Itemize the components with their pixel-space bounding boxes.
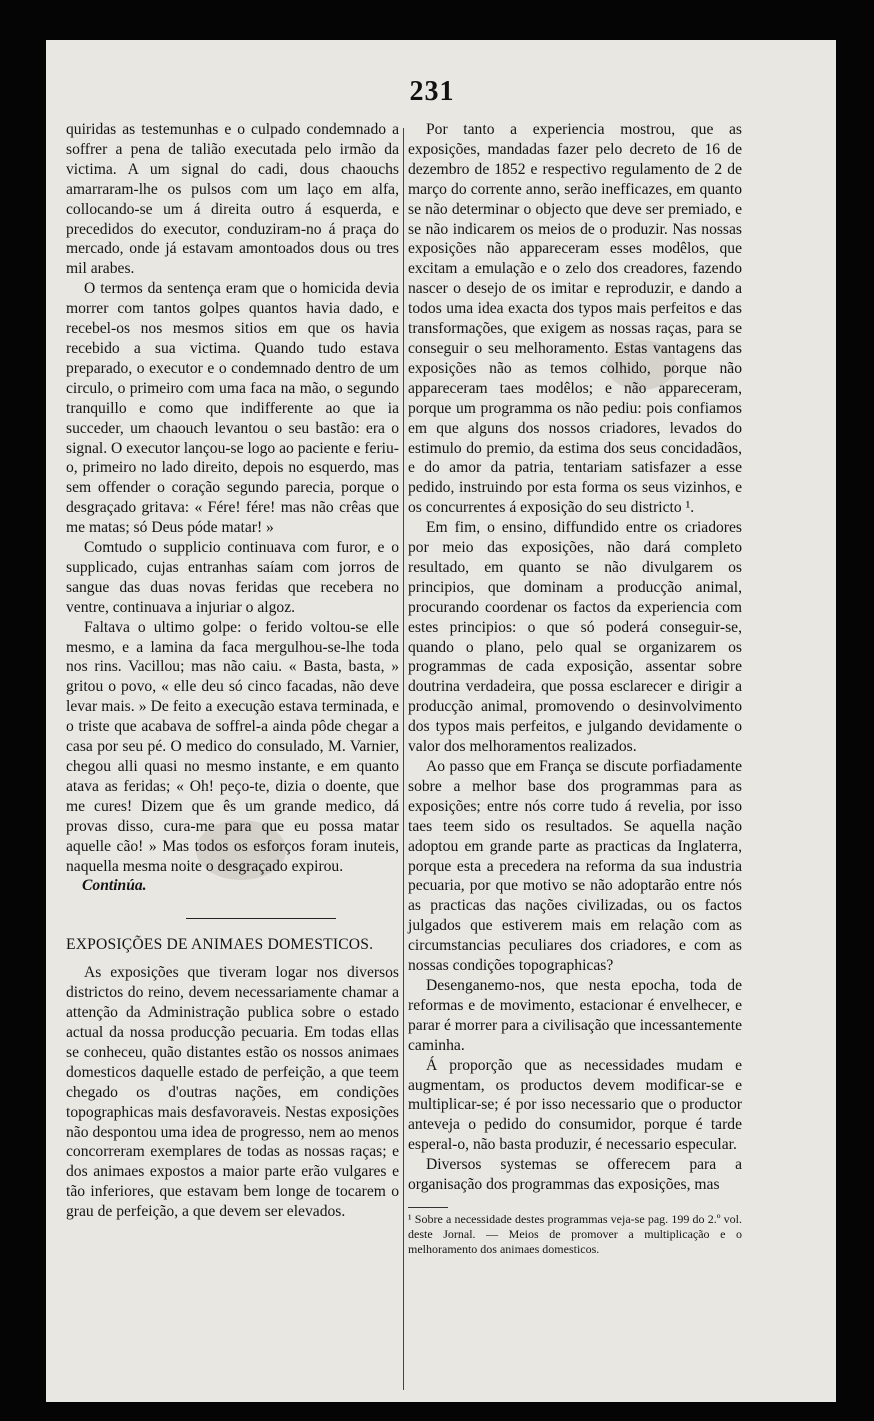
right-paragraph: Ao passo que em França se discute porfiadamente sobre a melhor base dos programmas para as exposições; entre nós corre tudo á revelia, por isso taes teem sido os resultados. Se aquella nação adoptou em grande parte as practicas da Inglaterra, porque esta a precedera na reforma da sua industria pecuaria, por que motivo se não adoptarão entre nós as practicas das nações civilizadas, ou os factos julgados que estiverem mais em relação com as circumstancias peculiares dos criadores, e com as nossas condições topographicas? (408, 758, 742, 975)
right-paragraph: Diversos systemas se offerecem para a organisação dos programmas das exposições, mas (408, 1156, 742, 1194)
footnote-rule (408, 1207, 448, 1208)
newspaper-page (46, 40, 836, 1402)
left-paragraph: Comtudo o supplicio continuava com furor, e o supplicado, cujas entranhas saíam com jorros de sangue das duas novas feridas que recebera no ventre, continuava a injuriar o algoz. (66, 539, 399, 616)
section-title: EXPOSIÇÕES DE ANIMAES DOMESTICOS. (66, 936, 374, 954)
right-column (408, 120, 742, 1257)
column-rule (403, 128, 404, 1390)
footnote: ¹ Sobre a necessidade destes programmas veja-se pag. 199 do 2.º vol. deste Jornal. — Meios de promover a multiplicação e o melhoramento dos animaes domesticos. (408, 1211, 742, 1256)
left-column (66, 120, 399, 1222)
right-paragraph: Desenganemo-nos, que nesta epocha, toda de reformas e de movimento, estacionar é envelhecer, e parar é morrer para a civilisação que incessantemente caminha. (408, 976, 742, 1054)
right-paragraph: Á proporção que as necessidades mudam e augmentam, os productos devem modificar-se e multiplicar-se; é por isso necessario que o productor anteveja o pedido do consumidor, porque é tarde esperal-o, não basta produzir, é necessario especular. (408, 1056, 742, 1154)
left-paragraph: O termos da sentença eram que o homicida devia morrer com tantos golpes quantos havia dado, e recebel-os nos mesmos sitios em que os havia recebido a sua victima. Quando tudo estava preparado, o executor e o condemnado dentro de um circulo, o primeiro com uma faca na mão, o segundo tranquillo e como que indifferente ao que ia succeder, um chaouch levantou o seu bastão: era o signal. O executor lançou-se logo ao paciente e feriu-o, primeiro no lado direito, depois no esquerdo, mas sem offender o coração segundo parecia, porque o desgraçado gritava: « Fére! fére! mas não crêas que me matas; só Deus póde matar! » (66, 280, 399, 537)
right-paragraph: Em fim, o ensino, diffundido entre os criadores por meio das exposições, não dará completo resultado, em quanto se não divulgarem os principios, que dominam a producção animal, procurando coordenar os factos da experiencia com estes principios: o que só poderá conseguir-se, quando o plano, pelo qual se organizarem os programmas de cada exposição, assentar sobre doutrina verdadeira, que possa esclarecer e dirigir a producção animal, promovendo o desinvolvimento dos typos mais perfeitos, e julgando devidamente o valor dos melhoramentos realizados. (408, 519, 742, 756)
left-paragraph: Faltava o ultimo golpe: o ferido voltou-se elle mesmo, e a lamina da faca mergulhou-se-lhe toda nos rins. Vacillou; mas não caiu. « Basta, basta, » gritou o povo, « elle deu só cinco facadas, não deve levar mais. » De feito a execução estava terminada, e o triste que acabava de soffrel-a ainda pôde chegar a casa por seu pé. O medico do consulado, M. Varnier, chegou alli quasi no mesmo instante, e em quanto atava as feridas; « Oh! peço-te, dizia o doente, que me cures! Dizem que ês um grande medico, dá provas disso, cura-me para que eu possa matar aquelle cão! » Mas todos os esforços foram inuteis, naquella mesma noite o desgraçado expirou. (66, 618, 399, 875)
left-paragraph: quiridas as testemunhas e o culpado condemnado a soffrer a pena de talião executada pelo irmão da victima. A um signal do cadi, dous chaouchs amarraram-lhe os pulsos com um laço em alfa, collocando-se um á direita outro á esquerda, e precedidos do executor, conduziram-no á praça do mercado, onde já estavam amontoados dous ou tres mil arabes. (66, 121, 399, 278)
page-number: 231 (409, 76, 455, 107)
section-paragraph: As exposições que tiveram logar nos diversos districtos do reino, devem necessariamente chamar a attenção da Administração publica sobre o estado actual da nossa producção pecuaria. Em todas ellas se conheceu, quão distantes estão os nossos animaes domesticos daquelle estado de perfeição, a que teem chegado os d'outras nações, em condições topographicas mais desfavoraveis. Nestas exposições não despontou uma idea de progresso, nem ao menos concorreram exemplares de todas as nossas raças; e dos animaes expostos a maior parte erão vulgares e tão inferiores, que estavam bem longe de tocarem o grau de perfeição, a que devem ser elevados. (66, 964, 399, 1221)
section-divider (186, 918, 336, 919)
right-paragraph: Por tanto a experiencia mostrou, que as exposições, mandadas fazer pelo decreto de 16 de dezembro de 1852 e respectivo regulamento de 2 de março do corrente anno, serão inefficazes, em quanto se não determinar o objecto que deve ser premiado, e se não indicarem os meios de o produzir. Nas nossas exposições não appareceram esses modêlos, que excitam a emulação e o zelo dos creadores, fazendo nascer o desejo de os imitar e reproduzir, e dando a todos uma idea exacta dos typos mais perfeitos e das transformações, que exigem as nossas raças, para se conseguir o seu melhoramento. Estas vantagens das exposições não as temos colhido, porque não appareceram taes modêlos; e não appareceram, porque um programma os não pediu: pois confiamos em que alguns dos nossos criadores, levados do estimulo do premio, da estima dos seus concidadãos, e do amor da patria, tentariam satisfazer a esse pedido, instruindo por esta forma os seus vizinhos, e os concurrentes á exposição do seu districto ¹. (408, 121, 742, 517)
continua-note: Continúa. (82, 877, 147, 895)
